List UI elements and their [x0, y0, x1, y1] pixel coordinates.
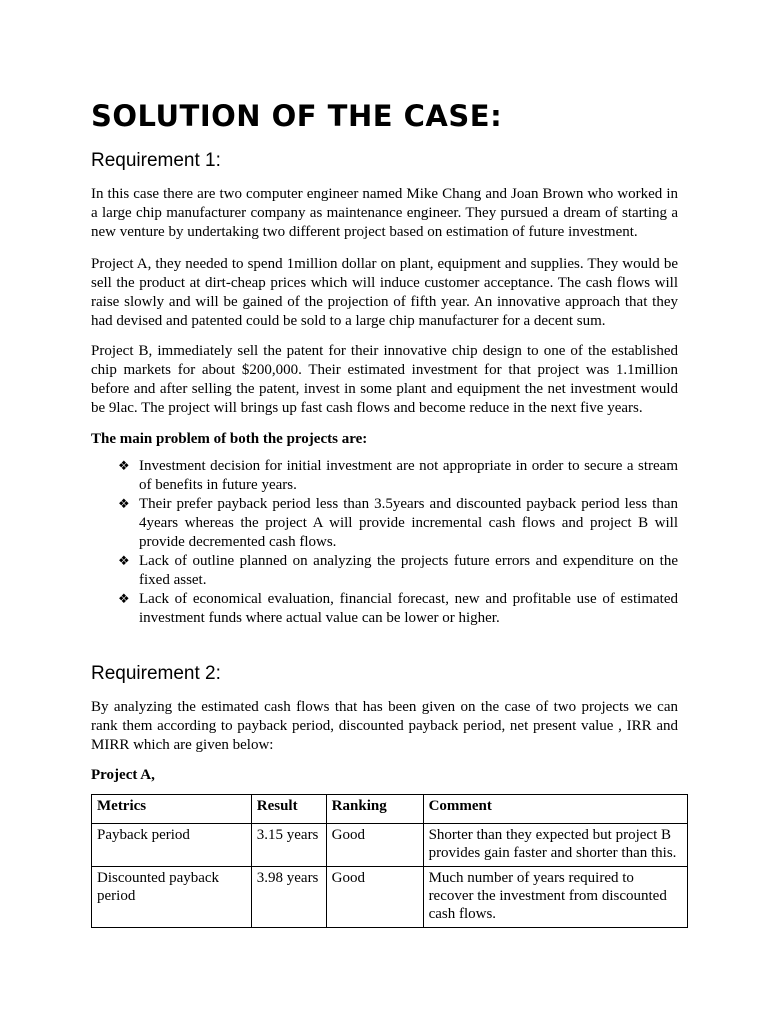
list-item [91, 495, 678, 552]
list-item-text: Lack of economical evaluation, financial forecast, new and profitable use of estimated investment funds where actual value can be lower or higher. [139, 591, 678, 626]
list-item [91, 457, 678, 495]
header-ranking: Ranking [326, 795, 423, 824]
list-item-text: Lack of outline planned on analyzing the projects future errors and expenditure on the fixed asset. [139, 553, 678, 588]
header-result: Result [251, 795, 326, 824]
cell-ranking: Good [326, 824, 423, 867]
diamond-bullet-icon: ❖ [118, 459, 130, 474]
list-item-text: Their prefer payback period less than 3.5years and discounted payback period less than 4years whereas the project A will provide incremental cash flows and project B will provide decremented cash flows. [139, 496, 678, 550]
intro-paragraph: In this case there are two computer engineer named Mike Chang and Joan Brown who worked in a large chip manufacturer company as maintenance engineer. They pursued a dream of starting a new venture by undertaking two different project based on estimation of future investment. [91, 186, 678, 240]
diamond-bullet-icon: ❖ [118, 554, 130, 569]
cell-ranking: Good [326, 867, 423, 928]
requirement-2-heading: Requirement 2: [91, 663, 221, 684]
cell-metric: Discounted payback period [92, 867, 252, 928]
main-problem-heading: The main problem of both the projects are: [91, 431, 368, 447]
page-title: SOLUTION OF THE CASE: [91, 99, 503, 133]
project-a-label: Project A, [91, 767, 155, 783]
problem-list [91, 457, 678, 628]
diamond-bullet-icon: ❖ [118, 497, 130, 512]
list-item [91, 590, 678, 628]
table-row [92, 867, 688, 928]
table-row [92, 824, 688, 867]
requirement-1-heading: Requirement 1: [91, 150, 221, 171]
table-header-row [92, 795, 688, 824]
header-comment: Comment [423, 795, 687, 824]
diamond-bullet-icon: ❖ [118, 592, 130, 607]
cell-metric: Payback period [92, 824, 252, 867]
list-item-text: Investment decision for initial investment are not appropriate in order to secure a stream of benefits in future years. [139, 458, 678, 493]
cell-result: 3.98 years [251, 867, 326, 928]
project-a-metrics-table [91, 794, 688, 928]
cell-comment: Shorter than they expected but project B provides gain faster and shorter than this. [423, 824, 687, 867]
cell-comment: Much number of years required to recover the investment from discounted cash flows. [423, 867, 687, 928]
project-b-paragraph: Project B, immediately sell the patent for their innovative chip design to one of the established chip markets for about $200,000. Their estimated investment for that project was 1.1million before and after selling the patent, invest in some plant and equipment the net investment would be 9lac. The project will brings up fast cash flows and become reduce in the next five years. [91, 343, 678, 416]
project-a-paragraph: Project A, they needed to spend 1million dollar on plant, equipment and supplies. They would be sell the product at dirt-cheap prices which will induce customer acceptance. The cash flows will raise slowly and will be gained of the projection of fifth year. An innovative approach that they had devised and patented could be sold to a large chip manufacturer for a decent sum. [91, 256, 678, 329]
ranking-paragraph: By analyzing the estimated cash flows that has been given on the case of two projects we can rank them according to payback period, discounted payback period, net present value , IRR and MIRR which are given below: [91, 699, 678, 753]
cell-result: 3.15 years [251, 824, 326, 867]
header-metrics: Metrics [92, 795, 252, 824]
list-item [91, 552, 678, 590]
